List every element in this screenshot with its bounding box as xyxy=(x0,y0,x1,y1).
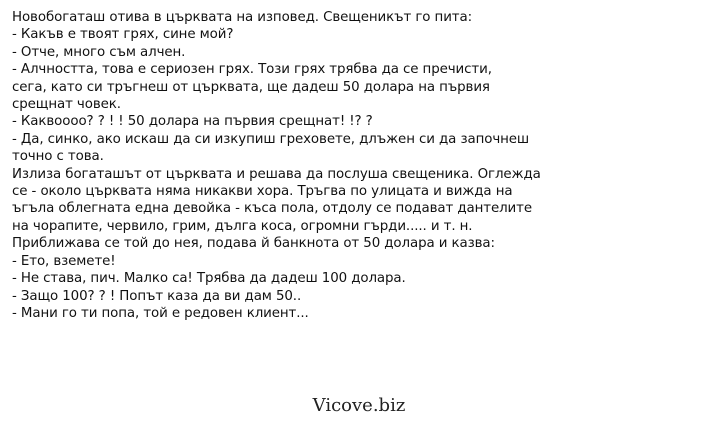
joke-line: - Каквоооо? ? ! ! 50 долара на първия срещнат! !? ? xyxy=(12,114,373,130)
joke-text xyxy=(12,9,712,322)
joke-line: ъгъла облегната една девойка - къса пола, отдолу се подават дантелите xyxy=(12,201,532,217)
joke-line: - Не става, пич. Малко са! Трябва да дадеш 100 долара. xyxy=(12,271,406,287)
site-watermark: Vicove.biz xyxy=(312,395,406,416)
joke-line: Новобогаташ отива в църквата на изповед. Свещеникът го пита: xyxy=(12,10,473,25)
joke-line: - Какъв е твоят грях, сине мой? xyxy=(12,27,234,43)
joke-line: на чорапите, червило, грим, дълга коса, огромни гърди..... и т. н. xyxy=(12,218,473,234)
joke-line: - Мани го ти попа, той е редовен клиент... xyxy=(12,305,309,321)
joke-line: - Да, синко, ако искаш да си изкупиш греховете, длъжен си да започнеш xyxy=(12,131,530,147)
joke-line: точно с това. xyxy=(12,149,104,165)
joke-line: - Отче, много съм алчен. xyxy=(12,44,186,60)
joke-line: се - около църквата няма никакви хора. Тръгва по улицата и вижда на xyxy=(12,184,513,200)
joke-line: Излиза богаташът от църквата и решава да послуша свещеника. Оглежда xyxy=(12,166,541,182)
joke-line: Приближава се той до нея, подава й банкнота от 50 долара и казва: xyxy=(12,236,495,252)
joke-line: срещнат човек. xyxy=(12,97,121,113)
joke-line: - Защо 100? ? ! Попът каза да ви дам 50.. xyxy=(12,288,302,304)
joke-line: - Алчността, това е сериозен грях. Този грях трябва да се пречисти, xyxy=(12,62,492,78)
joke-line: - Ето, вземете! xyxy=(12,253,116,269)
joke-line: сега, като си тръгнеш от църквата, ще дадеш 50 долара на първия xyxy=(12,79,490,95)
